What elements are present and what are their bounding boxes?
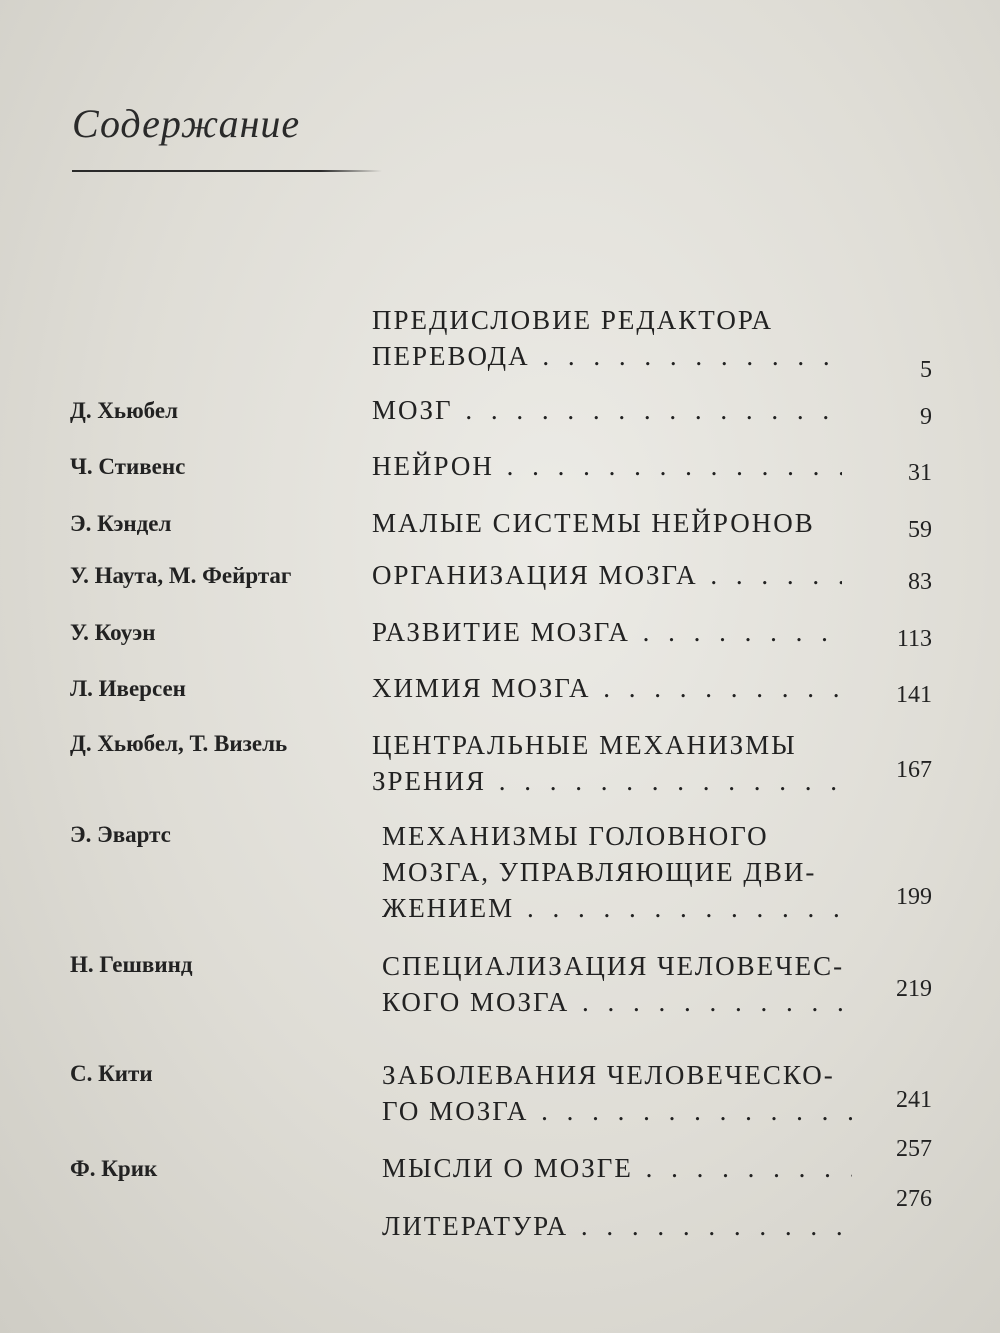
toc-author: Ф. Крик [70, 1156, 158, 1181]
toc-author: У. Коуэн [70, 620, 156, 645]
toc-title [372, 505, 872, 541]
toc-title [382, 1208, 882, 1244]
toc-title-line: МЕХАНИЗМЫ ГОЛОВНОГО [382, 821, 769, 851]
toc-page-number: 199 [896, 884, 932, 910]
toc-page-number: 257 [896, 1136, 932, 1162]
toc-author: Э. Кэндел [70, 511, 172, 536]
toc-title [372, 670, 872, 706]
toc-page-number: 31 [908, 460, 932, 486]
toc-page-number: 219 [896, 976, 932, 1002]
toc-title-line: ПЕРЕВОДА . . . [372, 338, 842, 374]
toc-title-line: СПЕЦИАЛИЗАЦИЯ ЧЕЛОВЕЧЕС- [382, 951, 845, 981]
toc-title [382, 1057, 882, 1129]
title-underline [72, 170, 382, 172]
toc-page-number: 113 [896, 626, 932, 652]
toc-title-line: МЫСЛИ О МОЗГЕ . . . [382, 1150, 852, 1186]
toc-title-line: НЕЙРОН . . . [372, 448, 842, 484]
toc-title [372, 448, 872, 484]
toc-author: Д. Хьюбел [70, 398, 178, 423]
toc-page-number: 9 [920, 404, 932, 430]
toc-title-line: ХИМИЯ МОЗГА . . . [372, 670, 842, 706]
toc-page-number: 241 [896, 1087, 932, 1113]
toc-title-line: МАЛЫЕ СИСТЕМЫ НЕЙРОНОВ [372, 508, 815, 538]
toc-title [372, 302, 872, 374]
toc-author: Н. Гешвинд [70, 952, 193, 977]
toc-title [382, 948, 882, 1020]
toc-author: Д. Хьюбел, Т. Визель [70, 731, 288, 756]
toc-title-line: ПРЕДИСЛОВИЕ РЕДАКТОРА [372, 305, 773, 335]
toc-title [372, 614, 872, 650]
toc-title-line: РАЗВИТИЕ МОЗГА . . . [372, 614, 842, 650]
toc-title-line: ОРГАНИЗАЦИЯ МОЗГА . . . [372, 557, 842, 593]
toc-page-number: 141 [896, 682, 932, 708]
toc-page-number: 5 [920, 357, 932, 383]
toc-title-line: ГО МОЗГА . . . [382, 1093, 852, 1129]
toc-title [372, 557, 872, 593]
toc-title-line: ЖЕНИЕМ . . . [382, 890, 852, 926]
toc-author: Э. Эвартс [70, 822, 171, 847]
toc-author: У. Наута, М. Фейртаг [70, 563, 292, 588]
toc-title [382, 818, 882, 926]
toc-page-number: 59 [908, 517, 932, 543]
toc-title-line: КОГО МОЗГА . . . [382, 984, 852, 1020]
toc-title-line: МОЗГ . . . [372, 392, 842, 428]
toc-page-number: 167 [896, 757, 932, 783]
toc-title-line: ЦЕНТРАЛЬНЫЕ МЕХАНИЗМЫ [372, 730, 797, 760]
page-title: Содержание [72, 101, 301, 146]
toc-author: С. Кити [70, 1061, 153, 1086]
toc-author: Л. Иверсен [70, 676, 186, 701]
toc-title [372, 727, 872, 799]
toc-title-line: МОЗГА, УПРАВЛЯЮЩИЕ ДВИ- [382, 857, 817, 887]
toc-title [382, 1150, 882, 1186]
toc-title [372, 392, 872, 428]
toc-title-line: ЗРЕНИЯ . . . [372, 763, 842, 799]
toc-title-line: ЗАБОЛЕВАНИЯ ЧЕЛОВЕЧЕСКО- [382, 1060, 835, 1090]
bleed-through-text [560, 55, 820, 195]
toc-page-number: 276 [896, 1186, 932, 1212]
toc-author: Ч. Стивенс [70, 454, 186, 479]
toc-title-line: ЛИТЕРАТУРА . . . [382, 1208, 852, 1244]
toc-page-number: 83 [908, 569, 932, 595]
